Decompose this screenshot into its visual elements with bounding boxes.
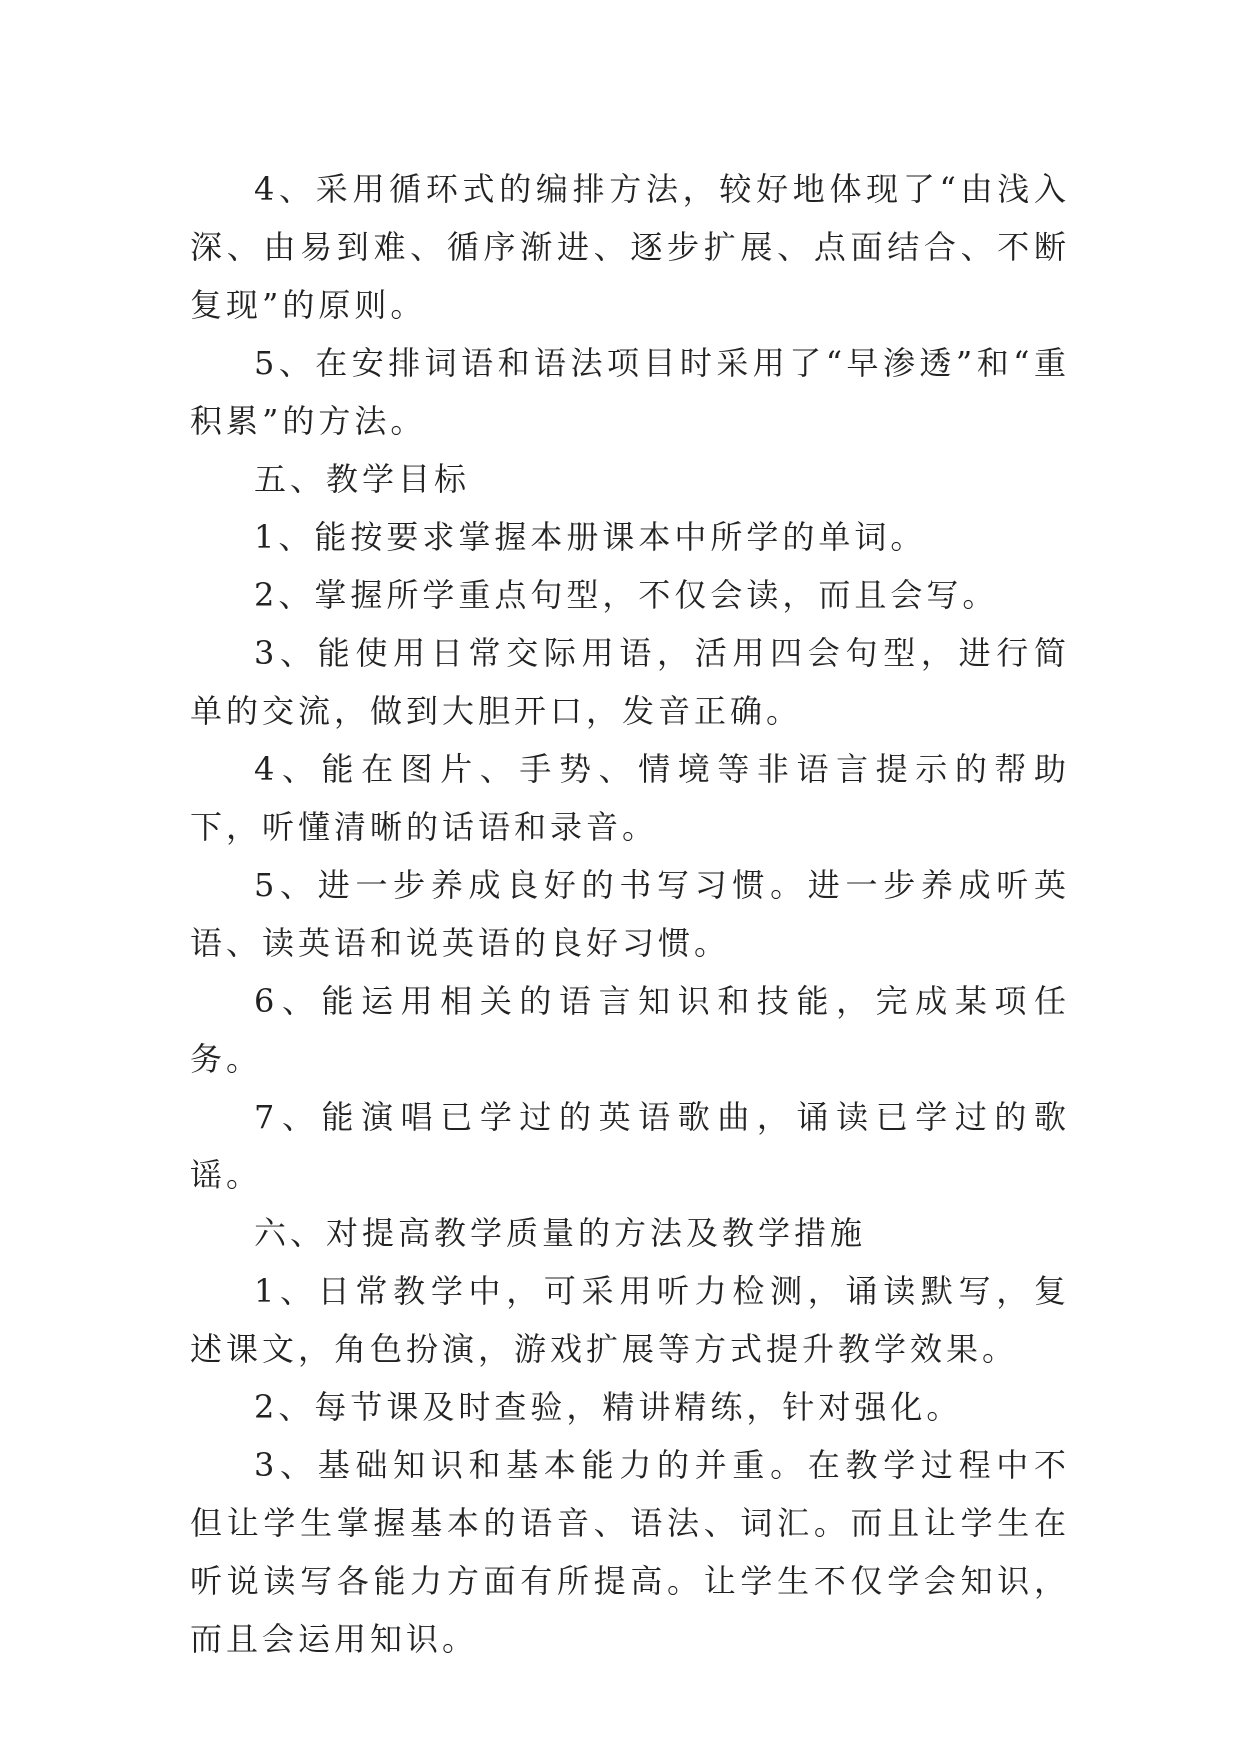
goal-item-3: 3、能使用日常交际用语，活用四会句型，进行简单的交流，做到大胆开口，发音正确。 xyxy=(190,634,1070,730)
goal-item-4: 4、能在图片、手势、情境等非语言提示的帮助下，听懂清晰的话语和录音。 xyxy=(190,750,1070,846)
goal-item-1: 1、能按要求掌握本册课本中所学的单词。 xyxy=(254,518,927,556)
goal-item-2: 2、掌握所学重点句型，不仅会读，而且会写。 xyxy=(254,576,999,614)
section-heading-teaching-goals: 五、教学目标 xyxy=(254,460,471,498)
section-heading-teaching-measures: 六、对提高教学质量的方法及教学措施 xyxy=(254,1214,867,1252)
goal-item-5: 5、进一步养成良好的书写习惯。进一步养成听英语、读英语和说英语的良好习惯。 xyxy=(190,866,1070,962)
paragraph-5-vocabulary-grammar: 5、在安排词语和语法项目时采用了“早渗透”和“重积累”的方法。 xyxy=(190,344,1070,440)
goal-item-7: 7、能演唱已学过的英语歌曲，诵读已学过的歌谣。 xyxy=(190,1098,1070,1194)
goal-item-6: 6、能运用相关的语言知识和技能，完成某项任务。 xyxy=(190,982,1070,1078)
measure-item-2: 2、每节课及时查验，精讲精练，针对强化。 xyxy=(254,1388,963,1426)
paragraph-4-arrangement-method: 4、采用循环式的编排方法，较好地体现了“由浅入深、由易到难、循序渐进、逐步扩展、点面结合、不断复现”的原则。 xyxy=(190,170,1070,324)
document-body xyxy=(190,160,1070,1668)
measure-item-1: 1、日常教学中，可采用听力检测，诵读默写，复述课文，角色扮演，游戏扩展等方式提升教学效果。 xyxy=(190,1272,1070,1368)
measure-item-3: 3、基础知识和基本能力的并重。在教学过程中不但让学生掌握基本的语音、语法、词汇。而且让学生在听说读写各能力方面有所提高。让学生不仅学会知识，而且会运用知识。 xyxy=(190,1446,1070,1658)
